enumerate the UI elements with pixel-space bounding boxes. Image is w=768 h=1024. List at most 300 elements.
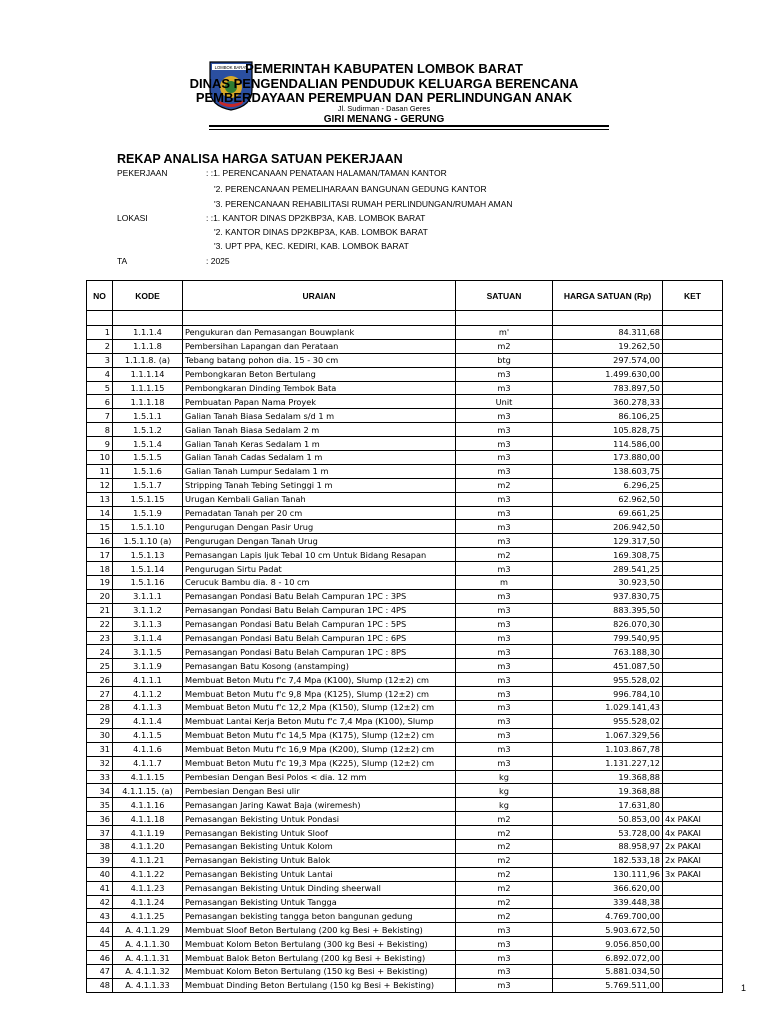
- cell-satuan: m3: [456, 589, 553, 603]
- cell-satuan: m3: [456, 381, 553, 395]
- cell-harga: 182.533,18: [553, 853, 663, 867]
- cell-kode: 4.1.1.15: [113, 770, 183, 784]
- cell-no: 24: [87, 645, 113, 659]
- cell-harga: 19.368,88: [553, 784, 663, 798]
- cell-kode: 1.5.1.16: [113, 576, 183, 590]
- cell-satuan: m3: [456, 728, 553, 742]
- cell-ket: [663, 492, 723, 506]
- cell-kode: A. 4.1.1.33: [113, 978, 183, 992]
- cell-harga: 955.528,02: [553, 673, 663, 687]
- cell-no: 5: [87, 381, 113, 395]
- cell-no: 46: [87, 951, 113, 965]
- cell-ket: [663, 451, 723, 465]
- table-row: [87, 742, 723, 756]
- pekerjaan-item-2: '2. PERENCANAAN PEMELIHARAAN BANGUNAN GEDUNG KANTOR: [214, 184, 487, 194]
- cell-satuan: m3: [456, 951, 553, 965]
- cell-harga: 5.903.672,50: [553, 923, 663, 937]
- pekerjaan-label: PEKERJAAN: [117, 168, 168, 178]
- cell-kode: 1.5.1.7: [113, 478, 183, 492]
- table-row: [87, 437, 723, 451]
- table-row: [87, 659, 723, 673]
- cell-uraian: Membuat Beton Mutu f'c 12,2 Mpa (K150), Slump (12±2) cm: [183, 701, 456, 715]
- cell-harga: 130.111,96: [553, 867, 663, 881]
- cell-ket: [663, 659, 723, 673]
- cell-harga: 105.828,75: [553, 423, 663, 437]
- cell-uraian: Pengurugan Sirtu Padat: [183, 562, 456, 576]
- cell-no: 37: [87, 826, 113, 840]
- cell-ket: [663, 423, 723, 437]
- cell-kode: 1.1.1.14: [113, 367, 183, 381]
- cell-uraian: Stripping Tanah Tebing Setinggi 1 m: [183, 478, 456, 492]
- cell-uraian: Membuat Beton Mutu f'c 14,5 Mpa (K175), Slump (12±2) cm: [183, 728, 456, 742]
- cell-no: 31: [87, 742, 113, 756]
- cell-ket: [663, 964, 723, 978]
- cell-harga: 5.769.511,00: [553, 978, 663, 992]
- cell-satuan: m3: [456, 687, 553, 701]
- cell-uraian: Pemasangan Pondasi Batu Belah Campuran 1PC : 6PS: [183, 631, 456, 645]
- cell-uraian: Pemadatan Tanah per 20 cm: [183, 506, 456, 520]
- cell-uraian: Galian Tanah Lumpur Sedalam 1 m: [183, 464, 456, 478]
- cell-uraian: Membuat Beton Mutu f'c 16,9 Mpa (K200), Slump (12±2) cm: [183, 742, 456, 756]
- cell-ket: [663, 478, 723, 492]
- cell-satuan: kg: [456, 770, 553, 784]
- cell-ket: [663, 742, 723, 756]
- cell-kode: 4.1.1.16: [113, 798, 183, 812]
- cell-no: 11: [87, 464, 113, 478]
- cell-uraian: Pemasangan Bekisting Untuk Sloof: [183, 826, 456, 840]
- table-row: [87, 451, 723, 465]
- table-row: [87, 603, 723, 617]
- cell-kode: 1.5.1.15: [113, 492, 183, 506]
- cell-no: 21: [87, 603, 113, 617]
- cell-satuan: m2: [456, 826, 553, 840]
- cell-uraian: Membuat Balok Beton Bertulang (200 kg Besi + Bekisting): [183, 951, 456, 965]
- cell-kode: 1.5.1.13: [113, 548, 183, 562]
- table-row: [87, 687, 723, 701]
- cell-no: 38: [87, 839, 113, 853]
- cell-ket: [663, 603, 723, 617]
- logo-text: LOMBOK BARAT: [214, 65, 248, 70]
- cell-ket: [663, 645, 723, 659]
- header-line-2: DINAS PENGENDALIAN PENDUDUK KELUARGA BERENCANA: [189, 76, 579, 91]
- table-row: [87, 409, 723, 423]
- cell-harga: 783.897,50: [553, 381, 663, 395]
- table-row: [87, 770, 723, 784]
- cell-satuan: m3: [456, 437, 553, 451]
- cell-uraian: Pemasangan Bekisting Untuk Kolom: [183, 839, 456, 853]
- cell-kode: 4.1.1.6: [113, 742, 183, 756]
- cell-no: 29: [87, 714, 113, 728]
- cell-uraian: Pembongkaran Beton Bertulang: [183, 367, 456, 381]
- cell-harga: 996.784,10: [553, 687, 663, 701]
- cell-satuan: kg: [456, 798, 553, 812]
- table-row: [87, 853, 723, 867]
- table-row: [87, 812, 723, 826]
- cell-satuan: m3: [456, 645, 553, 659]
- table-row: [87, 548, 723, 562]
- cell-no: 40: [87, 867, 113, 881]
- cell-uraian: Pembuatan Papan Nama Proyek: [183, 395, 456, 409]
- table-row: [87, 923, 723, 937]
- cell-kode: 3.1.1.4: [113, 631, 183, 645]
- cell-kode: 3.1.1.2: [113, 603, 183, 617]
- header-divider-thick: [209, 125, 609, 127]
- table-row: [87, 492, 723, 506]
- cell-no: 26: [87, 673, 113, 687]
- cell-uraian: Pembongkaran Dinding Tembok Bata: [183, 381, 456, 395]
- cell-ket: [663, 673, 723, 687]
- cell-harga: 799.540,95: [553, 631, 663, 645]
- table-row: [87, 673, 723, 687]
- table-row: [87, 423, 723, 437]
- cell-satuan: m3: [456, 659, 553, 673]
- cell-no: 12: [87, 478, 113, 492]
- table-row: [87, 576, 723, 590]
- cell-no: 39: [87, 853, 113, 867]
- cell-uraian: Pembesian Dengan Besi ulir: [183, 784, 456, 798]
- table-row: [87, 617, 723, 631]
- cell-kode: 1.1.1.15: [113, 381, 183, 395]
- cell-satuan: m3: [456, 964, 553, 978]
- cell-kode: 1.5.1.4: [113, 437, 183, 451]
- cell-kode: 4.1.1.3: [113, 701, 183, 715]
- cell-kode: 1.5.1.6: [113, 464, 183, 478]
- cell-kode: 1.1.1.4: [113, 326, 183, 340]
- cell-ket: [663, 895, 723, 909]
- cell-kode: 4.1.1.15. (a): [113, 784, 183, 798]
- cell-harga: 53.728,00: [553, 826, 663, 840]
- cell-ket: 4x PAKAI: [663, 812, 723, 826]
- cell-harga: 1.067.329,56: [553, 728, 663, 742]
- cell-kode: 3.1.1.3: [113, 617, 183, 631]
- cell-satuan: Unit: [456, 395, 553, 409]
- cell-kode: 4.1.1.21: [113, 853, 183, 867]
- cell-ket: [663, 951, 723, 965]
- cell-ket: [663, 978, 723, 992]
- cell-uraian: Cerucuk Bambu dia. 8 - 10 cm: [183, 576, 456, 590]
- table-row: [87, 826, 723, 840]
- cell-no: 32: [87, 756, 113, 770]
- cell-uraian: Membuat Beton Mutu f'c 19,3 Mpa (K225), Slump (12±2) cm: [183, 756, 456, 770]
- table-row: [87, 589, 723, 603]
- cell-kode: 1.1.1.8. (a): [113, 353, 183, 367]
- cell-kode: 1.1.1.18: [113, 395, 183, 409]
- table-row: [87, 534, 723, 548]
- cell-uraian: Pemasangan Bekisting Untuk Dinding sheerwall: [183, 881, 456, 895]
- cell-uraian: Pemasangan Pondasi Batu Belah Campuran 1PC : 5PS: [183, 617, 456, 631]
- table-row: [87, 701, 723, 715]
- cell-no: 23: [87, 631, 113, 645]
- cell-uraian: Pengukuran dan Pemasangan Bouwplank: [183, 326, 456, 340]
- cell-ket: [663, 631, 723, 645]
- cell-no: 27: [87, 687, 113, 701]
- cell-kode: A. 4.1.1.29: [113, 923, 183, 937]
- cell-uraian: Pemasangan Bekisting Untuk Lantai: [183, 867, 456, 881]
- cell-harga: 62.962,50: [553, 492, 663, 506]
- cell-no: 42: [87, 895, 113, 909]
- cell-harga: 129.317,50: [553, 534, 663, 548]
- cell-satuan: m3: [456, 617, 553, 631]
- table-row: [87, 867, 723, 881]
- header-city: GIRI MENANG - GERUNG: [323, 114, 445, 125]
- col-header-uraian: URAIAN: [183, 281, 456, 311]
- table-row: [87, 714, 723, 728]
- cell-satuan: m2: [456, 881, 553, 895]
- cell-ket: [663, 437, 723, 451]
- cell-satuan: m3: [456, 520, 553, 534]
- cell-harga: 1.103.867,78: [553, 742, 663, 756]
- cell-no: 48: [87, 978, 113, 992]
- document-title: REKAP ANALISA HARGA SATUAN PEKERJAAN: [117, 152, 403, 166]
- cell-harga: 763.188,30: [553, 645, 663, 659]
- cell-ket: [663, 589, 723, 603]
- cell-uraian: Pemasangan Bekisting Untuk Balok: [183, 853, 456, 867]
- lokasi-item-2: '2. KANTOR DINAS DP2KBP3A, KAB. LOMBOK BARAT: [214, 227, 428, 237]
- cell-ket: [663, 714, 723, 728]
- cell-ket: [663, 353, 723, 367]
- lokasi-item-1: : :1. KANTOR DINAS DP2KBP3A, KAB. LOMBOK BARAT: [206, 213, 426, 223]
- cell-ket: [663, 548, 723, 562]
- cell-satuan: m3: [456, 701, 553, 715]
- cell-uraian: Pemasangan Pondasi Batu Belah Campuran 1PC : 4PS: [183, 603, 456, 617]
- cell-no: 35: [87, 798, 113, 812]
- cell-uraian: Pembesian Dengan Besi Polos < dia. 12 mm: [183, 770, 456, 784]
- header-line-3: PEMBERDAYAAN PEREMPUAN DAN PERLINDUNGAN ANAK: [195, 90, 573, 105]
- cell-satuan: m3: [456, 631, 553, 645]
- cell-ket: [663, 506, 723, 520]
- cell-kode: 3.1.1.9: [113, 659, 183, 673]
- cell-kode: 1.5.1.9: [113, 506, 183, 520]
- cell-satuan: m2: [456, 895, 553, 909]
- cell-kode: 3.1.1.1: [113, 589, 183, 603]
- cell-uraian: Membuat Beton Mutu f'c 7,4 Mpa (K100), Slump (12±2) cm: [183, 673, 456, 687]
- cell-no: 43: [87, 909, 113, 923]
- cell-no: 17: [87, 548, 113, 562]
- cell-satuan: m3: [456, 423, 553, 437]
- cell-no: 19: [87, 576, 113, 590]
- cell-harga: 114.586,00: [553, 437, 663, 451]
- cell-uraian: Membuat Kolom Beton Bertulang (150 kg Besi + Bekisting): [183, 964, 456, 978]
- cell-ket: [663, 520, 723, 534]
- cell-uraian: Membuat Beton Mutu f'c 9,8 Mpa (K125), Slump (12±2) cm: [183, 687, 456, 701]
- table-row: [87, 784, 723, 798]
- cell-kode: 4.1.1.23: [113, 881, 183, 895]
- col-header-satuan: SATUAN: [456, 281, 553, 311]
- table-row: [87, 756, 723, 770]
- table-row: [87, 978, 723, 992]
- cell-ket: [663, 367, 723, 381]
- cell-harga: 360.278,33: [553, 395, 663, 409]
- cell-harga: 169.308,75: [553, 548, 663, 562]
- cell-no: 22: [87, 617, 113, 631]
- cell-uraian: Pengurugan Dengan Pasir Urug: [183, 520, 456, 534]
- cell-satuan: m2: [456, 867, 553, 881]
- cell-satuan: btg: [456, 353, 553, 367]
- cell-satuan: m3: [456, 714, 553, 728]
- cell-harga: 173.880,00: [553, 451, 663, 465]
- cell-satuan: m3: [456, 409, 553, 423]
- cell-satuan: m3: [456, 492, 553, 506]
- cell-ket: [663, 409, 723, 423]
- cell-ket: [663, 576, 723, 590]
- cell-no: 3: [87, 353, 113, 367]
- cell-kode: 4.1.1.24: [113, 895, 183, 909]
- cell-ket: 2x PAKAI: [663, 853, 723, 867]
- table-row: [87, 506, 723, 520]
- cell-uraian: Membuat Dinding Beton Bertulang (150 kg Besi + Bekisting): [183, 978, 456, 992]
- cell-no: 44: [87, 923, 113, 937]
- cell-uraian: Membuat Kolom Beton Bertulang (300 kg Besi + Bekisting): [183, 937, 456, 951]
- header-divider-thin: [209, 129, 609, 130]
- cell-kode: 4.1.1.7: [113, 756, 183, 770]
- cell-ket: [663, 923, 723, 937]
- cell-ket: [663, 881, 723, 895]
- cell-uraian: Galian Tanah Keras Sedalam 1 m: [183, 437, 456, 451]
- cell-harga: 50.853,00: [553, 812, 663, 826]
- table-row: [87, 951, 723, 965]
- cell-no: 1: [87, 326, 113, 340]
- table-header-row: [87, 281, 723, 311]
- cell-ket: [663, 562, 723, 576]
- cell-kode: 1.5.1.10: [113, 520, 183, 534]
- cell-harga: 6.892.072,00: [553, 951, 663, 965]
- cell-satuan: m3: [456, 923, 553, 937]
- cell-kode: 3.1.1.5: [113, 645, 183, 659]
- table-row: [87, 381, 723, 395]
- cell-harga: 339.448,38: [553, 895, 663, 909]
- cell-ket: [663, 534, 723, 548]
- cell-kode: 1.5.1.10 (a): [113, 534, 183, 548]
- cell-satuan: m2: [456, 548, 553, 562]
- cell-harga: 206.942,50: [553, 520, 663, 534]
- cell-kode: 1.1.1.8: [113, 339, 183, 353]
- table-body: [87, 326, 723, 993]
- table-row: [87, 464, 723, 478]
- cell-ket: [663, 770, 723, 784]
- pekerjaan-item-1: : :1. PERENCANAAN PENATAAN HALAMAN/TAMAN KANTOR: [206, 168, 447, 178]
- cell-kode: 4.1.1.2: [113, 687, 183, 701]
- cell-kode: 1.5.1.5: [113, 451, 183, 465]
- table-row: [87, 562, 723, 576]
- table-row: [87, 839, 723, 853]
- cell-ket: [663, 381, 723, 395]
- cell-no: 47: [87, 964, 113, 978]
- cell-harga: 88.958,97: [553, 839, 663, 853]
- cell-no: 18: [87, 562, 113, 576]
- cell-harga: 4.769.700,00: [553, 909, 663, 923]
- cell-harga: 30.923,50: [553, 576, 663, 590]
- cell-kode: 1.5.1.14: [113, 562, 183, 576]
- cell-kode: 4.1.1.22: [113, 867, 183, 881]
- cell-ket: [663, 701, 723, 715]
- cell-no: 34: [87, 784, 113, 798]
- table-row: [87, 895, 723, 909]
- cell-no: 4: [87, 367, 113, 381]
- cell-satuan: m3: [456, 673, 553, 687]
- cell-satuan: m2: [456, 839, 553, 853]
- cell-ket: [663, 756, 723, 770]
- cell-satuan: m3: [456, 562, 553, 576]
- cell-no: 36: [87, 812, 113, 826]
- cell-no: 9: [87, 437, 113, 451]
- cell-harga: 6.296,25: [553, 478, 663, 492]
- cell-no: 7: [87, 409, 113, 423]
- table-row: [87, 645, 723, 659]
- cell-harga: 5.881.034,50: [553, 964, 663, 978]
- cell-kode: 4.1.1.1: [113, 673, 183, 687]
- cell-satuan: m3: [456, 464, 553, 478]
- cell-uraian: Membuat Sloof Beton Bertulang (200 kg Besi + Bekisting): [183, 923, 456, 937]
- cell-ket: [663, 339, 723, 353]
- table-spacer-row: [87, 311, 723, 326]
- cell-ket: [663, 728, 723, 742]
- cell-satuan: m2: [456, 339, 553, 353]
- cell-harga: 451.087,50: [553, 659, 663, 673]
- ta-label: TA: [117, 256, 128, 266]
- cell-harga: 86.106,25: [553, 409, 663, 423]
- cell-kode: 4.1.1.20: [113, 839, 183, 853]
- cell-kode: 1.5.1.1: [113, 409, 183, 423]
- cell-uraian: Galian Tanah Cadas Sedalam 1 m: [183, 451, 456, 465]
- cell-satuan: m': [456, 326, 553, 340]
- table-row: [87, 339, 723, 353]
- cell-satuan: kg: [456, 784, 553, 798]
- cell-harga: 955.528,02: [553, 714, 663, 728]
- page-number: 1: [741, 983, 747, 993]
- cell-harga: 297.574,00: [553, 353, 663, 367]
- cell-no: 14: [87, 506, 113, 520]
- cell-no: 8: [87, 423, 113, 437]
- cell-satuan: m2: [456, 909, 553, 923]
- col-header-no: NO: [87, 281, 113, 311]
- cell-no: 6: [87, 395, 113, 409]
- cell-ket: [663, 617, 723, 631]
- cell-uraian: Pemasangan Batu Kosong (anstamping): [183, 659, 456, 673]
- cell-no: 28: [87, 701, 113, 715]
- header-line-1: PEMERINTAH KABUPATEN LOMBOK BARAT: [245, 61, 523, 76]
- cell-ket: [663, 326, 723, 340]
- cell-no: 16: [87, 534, 113, 548]
- cell-uraian: Galian Tanah Biasa Sedalam s/d 1 m: [183, 409, 456, 423]
- table-row: [87, 367, 723, 381]
- cell-harga: 19.368,88: [553, 770, 663, 784]
- cell-ket: [663, 687, 723, 701]
- table-row: [87, 798, 723, 812]
- table-row: [87, 937, 723, 951]
- cell-satuan: m3: [456, 367, 553, 381]
- cell-harga: 883.395,50: [553, 603, 663, 617]
- cell-satuan: m: [456, 576, 553, 590]
- cell-harga: 1.131.227,12: [553, 756, 663, 770]
- cell-harga: 19.262,50: [553, 339, 663, 353]
- cell-uraian: Urugan Kembali Galian Tanah: [183, 492, 456, 506]
- cell-harga: 826.070,30: [553, 617, 663, 631]
- cell-satuan: m3: [456, 603, 553, 617]
- cell-satuan: m3: [456, 756, 553, 770]
- cell-no: 25: [87, 659, 113, 673]
- cell-kode: A. 4.1.1.32: [113, 964, 183, 978]
- cell-satuan: m2: [456, 812, 553, 826]
- cell-no: 30: [87, 728, 113, 742]
- cell-ket: [663, 909, 723, 923]
- table-row: [87, 326, 723, 340]
- price-table: [86, 280, 723, 993]
- cell-uraian: Pemasangan Pondasi Batu Belah Campuran 1PC : 3PS: [183, 589, 456, 603]
- lokasi-label: LOKASI: [117, 213, 148, 223]
- table-row: [87, 881, 723, 895]
- header-address: Jl. Sudirman - Dasan Geres: [337, 104, 431, 113]
- cell-harga: 937.830,75: [553, 589, 663, 603]
